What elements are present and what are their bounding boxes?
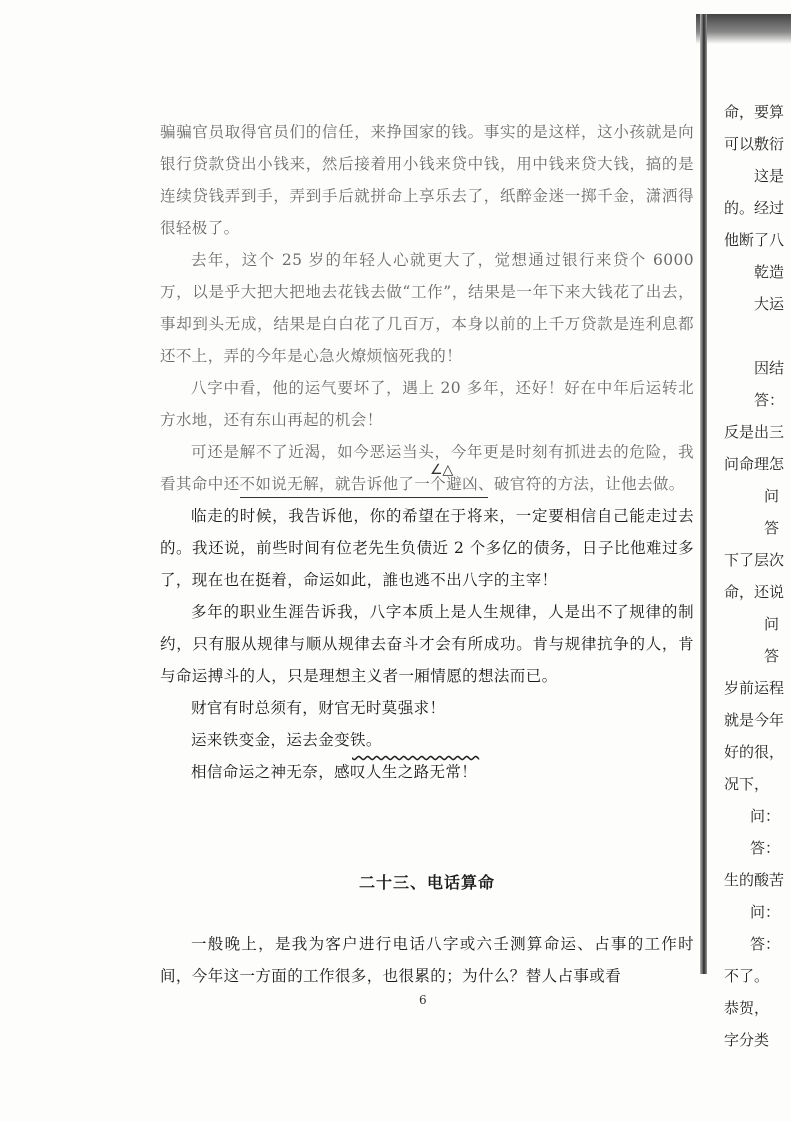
- section-intro-paragraph: 一般晚上，是我为客户进行电话八字或六壬测算命运、占事的工作时间，今年这一方面的工作很多，也很累的；为什么？替人占事或看: [160, 935, 694, 985]
- adjacent-line: 况下，: [724, 775, 770, 793]
- paragraph-6: 多年的职业生涯告诉我，八字本质上是人生规律，人是出不了规律的制约，只有服从规律与顺从规律去奋斗才会有所成功。肯与规律抗争的人，肯与命运搏斗的人，只是理想主义者一厢情愿的想法而已。: [160, 603, 694, 685]
- adjacent-line: 反是出三: [724, 423, 785, 441]
- adjacent-line: 可以敷衍: [724, 135, 785, 153]
- paragraph-3: 八字中看，他的运气要坏了，遇上 20 多年，还好！好在中年后运转北方水地，还有东山再起的机会！: [160, 379, 694, 429]
- adjacent-line: 不了。: [724, 967, 770, 985]
- adjacent-line: 岁前运程: [724, 679, 785, 697]
- adjacent-line: 字分类: [724, 1031, 770, 1049]
- adjacent-line: 恭贺，: [724, 999, 770, 1017]
- underlined-phrase-2: [352, 737, 479, 755]
- section-heading: 二十三、电话算命: [358, 873, 495, 892]
- adjacent-page-fragment: [724, 96, 791, 1049]
- paragraph-8: 运来铁变金，运去金变铁。: [191, 731, 382, 749]
- adjacent-line: 问: [764, 487, 780, 505]
- adjacent-line: 命，要算: [724, 103, 785, 121]
- adjacent-line: 问: [764, 615, 780, 633]
- adjacent-line: 大运: [754, 295, 785, 313]
- adjacent-line: 就是今年: [724, 711, 785, 729]
- adjacent-line: 命，还说: [724, 583, 785, 601]
- adjacent-line: 的。经过: [724, 199, 785, 217]
- adjacent-line: 问命理怎: [724, 455, 785, 473]
- adjacent-line: 这是: [754, 167, 785, 185]
- paragraph-4-text: 可还是解不了近渴，如今恶运当头，今年更是时刻有抓进去的危险，我看其命中还不如说无解，就告诉他了一个避凶、破官符的方法，让他去做。: [160, 443, 694, 493]
- paragraph-5: 临走的时候，我告诉他，你的希望在于将来，一定要相信自己能走过去的。我还说，前些时间有位老先生负债近 2 个多亿的债务，日子比他难过多了，现在也在挺着，命运如此，誰也逃不出八字的主宰！: [160, 507, 694, 589]
- adjacent-line: 答：: [750, 839, 781, 857]
- section-intro: [160, 928, 694, 992]
- adjacent-line: 答：: [750, 935, 781, 953]
- binding-shadow: [700, 14, 707, 974]
- adjacent-line: 下了层次: [724, 551, 785, 569]
- binding-shadow-top: [696, 14, 791, 44]
- paragraph-7: 财官有时总须有，财官无时莫强求！: [191, 699, 446, 717]
- handwritten-underline-1: [240, 478, 660, 498]
- main-text-column: [160, 116, 694, 788]
- adjacent-line: 问：: [750, 903, 781, 921]
- underlined-phrase-1: [240, 479, 488, 497]
- paragraph-1: 骗骗官员取得官员们的信任，来挣国家的钱。事实的是这样，这小孩就是向银行贷款贷出小钱来，然后接着用小钱来贷中钱，用中钱来贷大钱，搞的是连续贷钱弄到手，弄到手后就拼命上享乐去了，纸醉金迷一掷千金，潇洒得很轻极了。: [160, 123, 694, 237]
- adjacent-line: 乾造: [754, 263, 785, 281]
- page-number: 6: [419, 993, 427, 1007]
- adjacent-line: 问：: [750, 807, 781, 825]
- paragraph-9-text: 相信命运之神无奈，感叹人生之路无常！: [191, 763, 478, 781]
- adjacent-line: 他断了八: [724, 231, 785, 249]
- handwritten-underline-2: [352, 736, 479, 756]
- adjacent-line: 答：: [754, 391, 785, 409]
- adjacent-line: 答: [764, 647, 780, 665]
- adjacent-line: [724, 320, 791, 352]
- adjacent-line: 因结: [754, 359, 785, 377]
- adjacent-line: 答: [764, 519, 780, 537]
- paragraph-2: 去年，这个 25 岁的年轻人心就更大了，觉想通过银行来贷个 6000 万，以是乎大把大把地去花钱去做“工作”，结果是一年下来大钱花了出去，事却到头无成，结果是白白花了几百万，本身以前的上千万贷款是连利息都还不上，弄的今年是心急火燎烦恼死我的！: [160, 251, 694, 365]
- adjacent-line: 生的酸苦: [724, 871, 785, 889]
- adjacent-line: 好的很，: [724, 743, 785, 761]
- paragraph-9: [160, 756, 694, 788]
- handwritten-mark: ∠△: [430, 462, 454, 478]
